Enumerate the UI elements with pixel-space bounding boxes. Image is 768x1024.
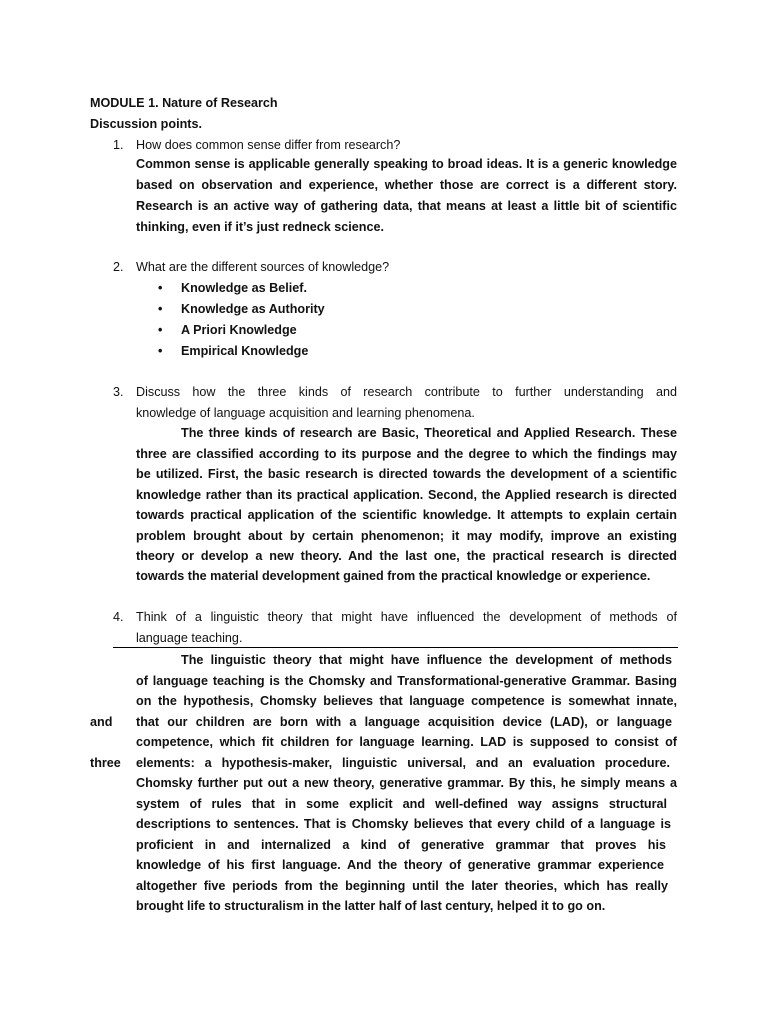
q1-answer-line: thinking, even if it’s just redneck science. xyxy=(136,220,384,234)
q4-answer-line: altogether five periods from the beginning until the later theories, which has really xyxy=(136,879,668,893)
q4-answer-line: on the hypothesis, Chomsky believes that language competence is somewhat innate, xyxy=(136,694,677,708)
q2-bullet-item: Empirical Knowledge xyxy=(181,344,309,358)
q1-answer-line: Common sense is applicable generally speaking to broad ideas. It is a generic knowledge xyxy=(136,157,677,171)
q3-answer-line: towards practical application of the scientific knowledge. It attempts to explain certain xyxy=(136,508,677,522)
horizontal-divider xyxy=(113,647,678,648)
q2-bullet-item: Knowledge as Authority xyxy=(181,302,325,316)
q3-answer-line: theory or develop a new theory. And the last one, the practical research is directed xyxy=(136,549,677,563)
q4-answer-line: competence, which fit children for language learning. LAD is supposed to consist of xyxy=(136,735,677,749)
q4-answer-line: knowledge of his first language. And the theory of generative grammar experience xyxy=(136,858,664,872)
discussion-heading: Discussion points. xyxy=(90,117,202,131)
bullet-icon: • xyxy=(158,281,163,295)
q1-answer-line: Research is an active way of gathering data, that means at least a little bit of scientific xyxy=(136,199,677,213)
bullet-icon: • xyxy=(158,323,163,337)
q2-number: 2. xyxy=(113,260,124,274)
q2-bullet-item: A Priori Knowledge xyxy=(181,323,297,337)
q3-answer-line: be utilized. First, the basic research is directed towards the development of a scientific xyxy=(136,467,677,481)
bullet-icon: • xyxy=(158,302,163,316)
q4-question-line: language teaching. xyxy=(136,631,243,645)
q4-answer-line: elements: a hypothesis-maker, linguistic universal, and an evaluation procedure. xyxy=(136,756,670,770)
q3-answer-line: towards the material development gained from the practical knowledge or experience. xyxy=(136,569,651,583)
q4-answer-line: proficient in and internalized a kind of generative grammar that proves his xyxy=(136,838,666,852)
q4-answer-line: descriptions to sentences. That is Chomsky believes that every child of a language is xyxy=(136,817,671,831)
module-title: MODULE 1. Nature of Research xyxy=(90,96,278,110)
q3-number: 3. xyxy=(113,385,124,399)
q4-answer-line: Chomsky further put out a new theory, generative grammar. By this, he simply means a xyxy=(136,776,677,790)
margin-word: three xyxy=(90,756,121,770)
q1-question: How does common sense differ from research? xyxy=(136,138,401,152)
q2-question: What are the different sources of knowledge? xyxy=(136,260,390,274)
bullet-icon: • xyxy=(158,344,163,358)
q3-question-line: knowledge of language acquisition and learning phenomena. xyxy=(136,406,475,420)
q4-answer-line: system of rules that in some explicit and well-defined way assigns structural xyxy=(136,797,667,811)
q2-bullet-item: Knowledge as Belief. xyxy=(181,281,307,295)
q4-number: 4. xyxy=(113,610,124,624)
q3-answer-line: knowledge rather than its practical application. Second, the Applied research is directed xyxy=(136,488,677,502)
margin-word: and xyxy=(90,715,113,729)
q3-answer-line: problem brought about by certain phenomenon; it may modify, improve an existing xyxy=(136,529,677,543)
q1-answer-line: based on observation and experience, whether those are correct is a different story. xyxy=(136,178,677,192)
q3-answer-line: three are classified according to its purpose and the degree to which the findings may xyxy=(136,447,677,461)
q4-answer-line: that our children are born with a language acquisition device (LAD), or language xyxy=(136,715,672,729)
q1-number: 1. xyxy=(113,138,124,152)
q3-question-line: Discuss how the three kinds of research contribute to further understanding and xyxy=(136,385,677,399)
q4-question-line: Think of a linguistic theory that might have influenced the development of methods of xyxy=(136,610,677,624)
q4-answer-line: brought life to structuralism in the latter half of last century, helped it to go on. xyxy=(136,899,606,913)
q4-answer-line: The linguistic theory that might have influence the development of methods xyxy=(181,653,672,667)
q4-answer-line: of language teaching is the Chomsky and Transformational-generative Grammar. Basing xyxy=(136,674,677,688)
q3-answer-line: The three kinds of research are Basic, Theoretical and Applied Research. These xyxy=(181,426,677,440)
